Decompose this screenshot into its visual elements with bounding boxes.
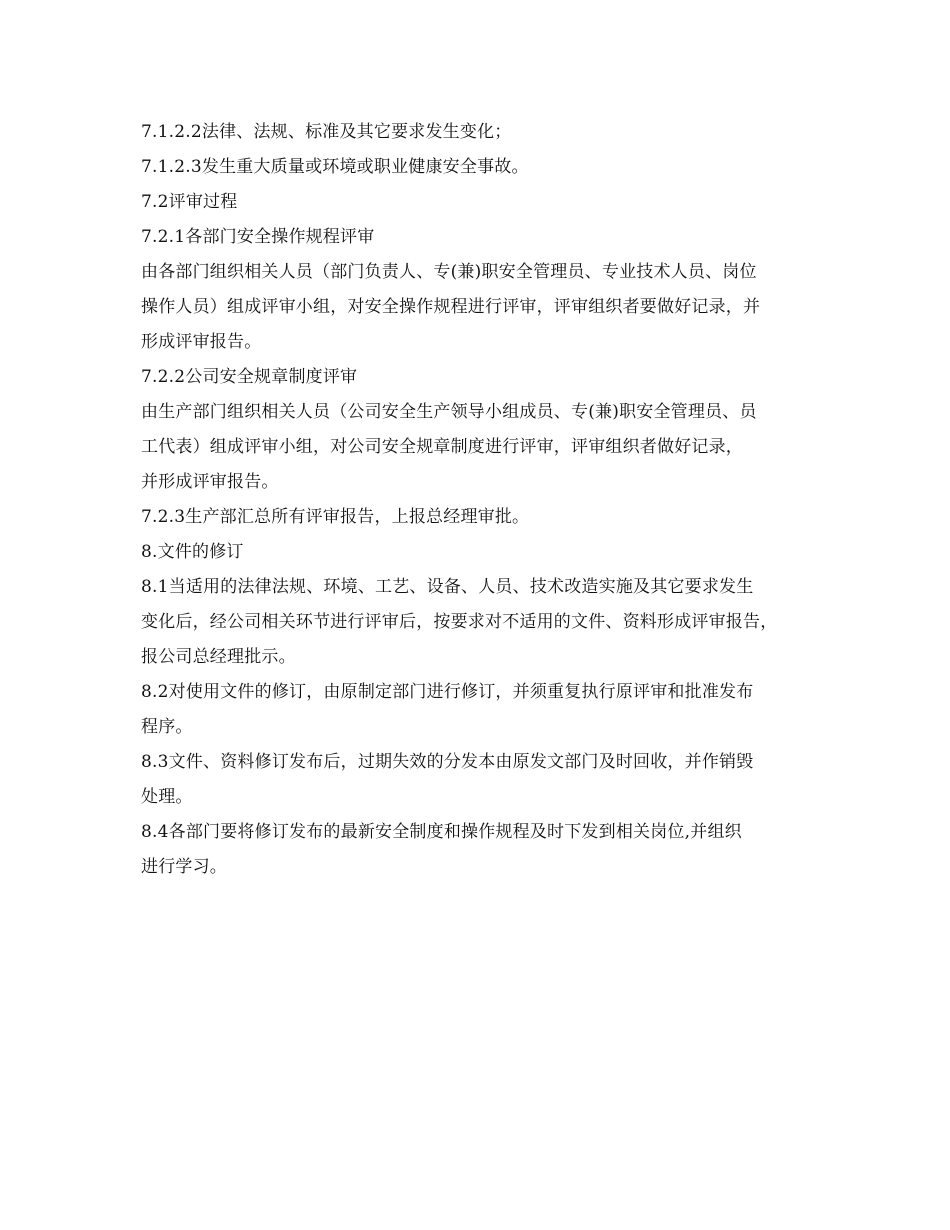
- paragraph-line: 操作人员）组成评审小组，对安全操作规程进行评审，评审组织者要做好记录，并: [141, 297, 761, 317]
- subsection-heading-7-2-1: 7.2.1各部门安全操作规程评审: [141, 227, 375, 247]
- document-body: [141, 115, 821, 885]
- paragraph-line: 程序。: [141, 717, 193, 737]
- paragraph-line: 进行学习。: [141, 857, 227, 877]
- text-line-7-2-3: 7.2.3生产部汇总所有评审报告，上报总经理审批。: [141, 507, 530, 527]
- paragraph-line: 由各部门组织相关人员（部门负责人、专(兼)职安全管理员、专业技术人员、岗位: [141, 262, 757, 282]
- paragraph-line: 工代表）组成评审小组，对公司安全规章制度进行评审，评审组织者做好记录，: [141, 437, 743, 457]
- subsection-heading-7-2-2: 7.2.2公司安全规章制度评审: [141, 367, 358, 387]
- paragraph-line: 变化后，经公司相关环节进行评审后，按要求对不适用的文件、资料形成评审报告，: [141, 612, 778, 632]
- paragraph-line: 并形成评审报告。: [141, 472, 279, 492]
- paragraph-line: 8.3文件、资料修订发布后，过期失效的分发本由原发文部门及时回收，并作销毁: [141, 752, 754, 772]
- paragraph-line: 报公司总经理批示。: [141, 647, 296, 667]
- section-heading-8: 8.文件的修订: [141, 542, 244, 562]
- section-heading-7-2: 7.2评审过程: [141, 192, 238, 212]
- paragraph-line: 8.1当适用的法律法规、环境、工艺、设备、人员、技术改造实施及其它要求发生: [141, 577, 754, 597]
- paragraph-line: 8.2对使用文件的修订，由原制定部门进行修订，并须重复执行原评审和批准发布: [141, 682, 754, 702]
- text-line-7-1-2-3: 7.1.2.3发生重大质量或环境或职业健康安全事故。: [141, 157, 529, 177]
- paragraph-line: 由生产部门组织相关人员（公司安全生产领导小组成员、专(兼)职安全管理员、员: [141, 402, 757, 422]
- text-line-7-1-2-2: 7.1.2.2法律、法规、标准及其它要求发生变化；: [141, 122, 512, 142]
- paragraph-line: 8.4各部门要将修订发布的最新安全制度和操作规程及时下发到相关岗位,并组织: [141, 822, 742, 842]
- paragraph-line: 形成评审报告。: [141, 332, 262, 352]
- paragraph-line: 处理。: [141, 787, 193, 807]
